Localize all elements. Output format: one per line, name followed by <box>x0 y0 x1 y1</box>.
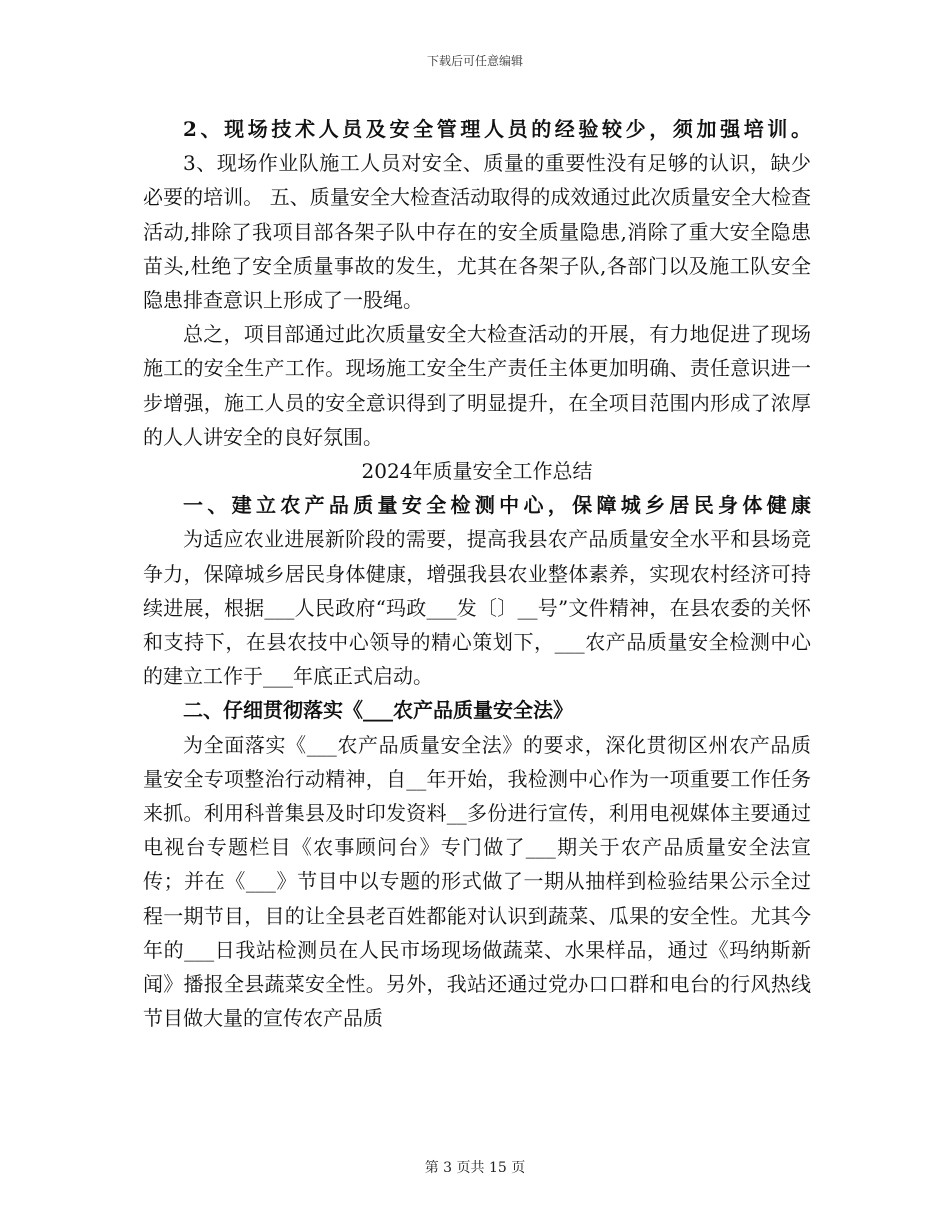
paragraph-section-2: 为全面落实《___农产品质量安全法》的要求，深化贯彻区州农产品质量安全专项整治行动精神，自__年开始，我检测中心作为一项重要工作任务来抓。利用科普集县及时印发资料__多份进行宣传，利用电视媒体主要通过电视台专题栏目《农事顾问台》专门做了___期关于农产品质量安全法宣传；并在《___》节目中以专题的形式做了一期从抽样到检验结果公示全过程一期节目，目的让全县老百姓都能对认识到蔬菜、瓜果的安全性。尤其今年的___日我站检测员在人民市场现场做蔬菜、水果样品，通过《玛纳斯新闻》播报全县蔬菜安全性。另外，我站还通过党办口口群和电台的行风热线节目做大量的宣传农产品质 <box>143 732 811 1031</box>
paragraph-section-1: 为适应农业进展新阶段的需要，提高我县农产品质量安全水平和县场竞争力，保障城乡居民身体健康，增强我县农业整体素养，实现农村经济可持续进展，根据___人民政府“玛政___发〔〕__号”文件精神，在县农委的关怀和支持下，在县农技中心领导的精心策划下，___农产品质量安全检测中心的建立工作于___年底正式启动。 <box>143 527 811 689</box>
document-title: 2024年质量安全工作总结 <box>361 459 593 484</box>
document-body <box>143 112 811 1035</box>
page-header: 下载后可任意编辑 <box>426 54 523 68</box>
section-heading-2: 二、仔细贯彻落实《___农产品质量安全法》 <box>183 698 573 723</box>
paragraph-training-note: 2、现场技术人员及安全管理人员的经验较少，须加强培训。 <box>183 117 811 141</box>
paragraph-conclusion: 总之，项目部通过此次质量安全大检查活动的开展，有力地促进了现场施工的安全生产工作。现场施工安全生产责任主体更加明确、责任意识进一步增强，施工人员的安全意识得到了明显提升，在全项目范围内形成了浓厚的人人讲安全的良好氛围。 <box>143 322 811 449</box>
page-footer: 第 3 页共 15 页 <box>424 1160 526 1176</box>
paragraph-inspection-results: 3、现场作业队施工人员对安全、质量的重要性没有足够的认识，缺少必要的培训。 五、质量安全大检查活动取得的成效通过此次质量安全大检查活动,排除了我项目部各架子队中存在的安全质量隐患,消除了重大安全隐患苗头,杜绝了安全质量事故的发生，尤其在各架子队,各部门以及施工队安全隐患排查意识上形成了一股绳。 <box>143 151 811 313</box>
section-heading-1: 一、建立农产品质量安全检测中心，保障城乡居民身体健康 <box>183 493 811 518</box>
